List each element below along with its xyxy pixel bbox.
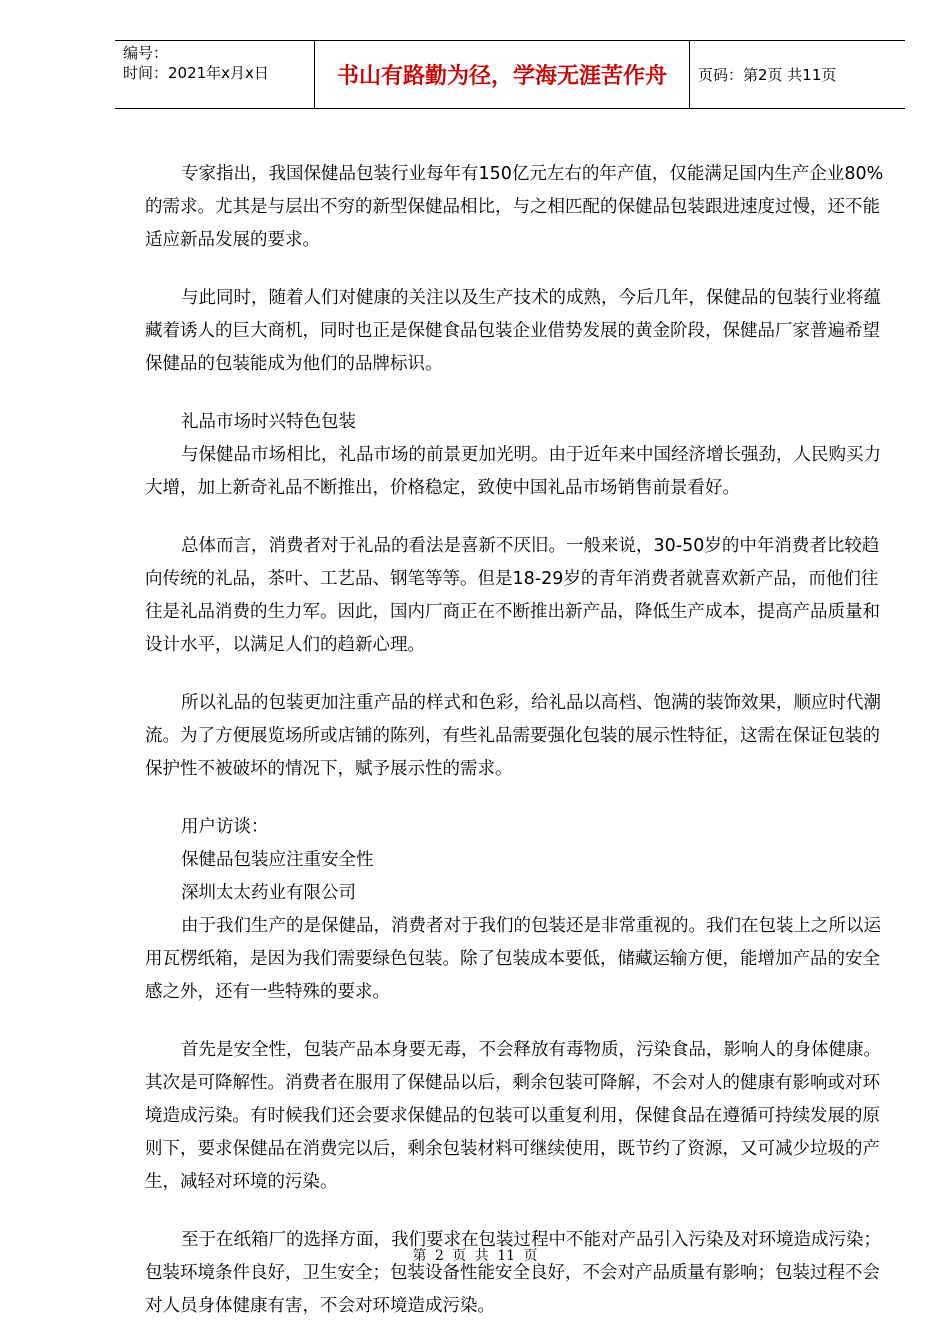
section-heading: 用户访谈： [181, 817, 269, 837]
section-heading: 礼品市场时兴特色包装 [181, 412, 356, 432]
paragraph: 首先是安全性，包装产品本身要无毒，不会释放有毒物质，污染食品，影响人的身体健康。其次是可降解性。消费者在服用了保健品以后，剩余包装可降解，不会对人的健康有影响或对环境造成污染。有时候我们还会要求保健品的包装可以重复利用，保健食品在遵循可持续发展的原则下，要求保健品在消费完以后，剩余包装材料可继续使用，既节约了资源，又可减少垃圾的产生，减轻对环境的污染。 [145, 1040, 881, 1192]
paragraph: 由于我们生产的是保健品，消费者对于我们的包装还是非常重视的。我们在包装上之所以运用瓦楞纸箱，是因为我们需要绿色包装。除了包装成本要低，储藏运输方便，能增加产品的安全感之外，还有一些特殊的要求。 [145, 916, 881, 1002]
header-motto: 书山有路勤为径，学海无涯苦作舟 [315, 41, 690, 108]
paragraph: 所以礼品的包装更加注重产品的样式和色彩，给礼品以高档、饱满的装饰效果，顺应时代潮流。为了方便展览场所或店铺的陈列，有些礼品需要强化包装的展示性特征，这需在保证包装的保护性不被破坏的情况下，赋予展示性的需求。 [145, 693, 881, 779]
header-page-number: 页码：第2页 共11页 [698, 66, 837, 84]
page-footer: 第 2 页 共 11 页 [412, 1248, 538, 1264]
header-meta [115, 41, 315, 108]
paragraph: 总体而言，消费者对于礼品的看法是喜新不厌旧。一般来说，30-50岁的中年消费者比较趋向传统的礼品，茶叶、工艺品、钢笔等等。但是18-29岁的青年消费者就喜欢新产品，而他们往往是礼品消费的生力军。因此，国内厂商正在不断推出新产品，降低生产成本，提高产品质量和设计水平，以满足人们的趋新心理。 [145, 536, 880, 655]
company-name: 深圳太太药业有限公司 [181, 883, 356, 903]
serial-label: 编号： [123, 44, 169, 62]
paragraph: 与保健品市场相比，礼品市场的前景更加光明。由于近年来中国经济增长强劲，人民购买力大增，加上新奇礼品不断推出，价格稳定，致使中国礼品市场销售前景看好。 [145, 445, 881, 498]
time-label: 时间：2021年x月x日 [123, 64, 269, 82]
paragraph: 与此同时，随着人们对健康的关注以及生产技术的成熟，今后几年，保健品的包装行业将蕴藏着诱人的巨大商机，同时也正是保健食品包装企业借势发展的黄金阶段，保健品厂家普遍希望保健品的包装能成为他们的品牌标识。 [145, 288, 881, 374]
paragraph: 至于在纸箱厂的选择方面，我们要求在包装过程中不能对产品引入污染及对环境造成污染；包装环境条件良好，卫生安全；包装设备性能安全良好，不会对产品质量有影响；包装过程不会对人员身体健康有害，不会对环境造成污染。 [145, 1230, 881, 1316]
paragraph: 专家指出，我国保健品包装行业每年有150亿元左右的年产值，仅能满足国内生产企业80%的需求。尤其是与层出不穷的新型保健品相比，与之相匹配的保健品包装跟进速度过慢，还不能适应新品发展的要求。 [145, 164, 884, 250]
interview-title: 保健品包装应注重安全性 [181, 850, 374, 870]
document-body [145, 158, 890, 1323]
page-header [115, 40, 905, 109]
